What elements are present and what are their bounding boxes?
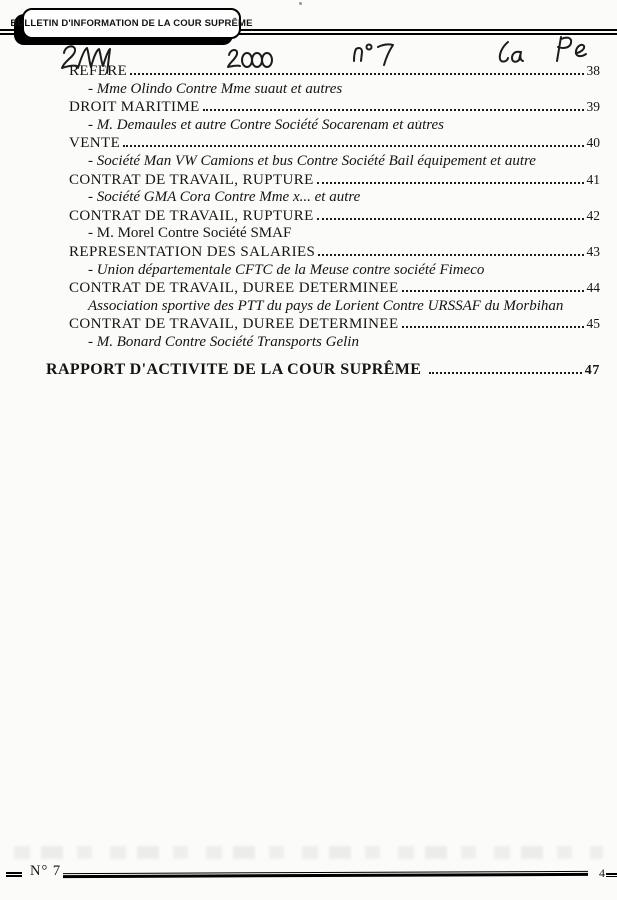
toc-report-row — [46, 361, 600, 380]
dot-leader — [402, 326, 584, 328]
toc-entry-title: CONTRAT DE TRAVAIL, DUREE DETERMINEE — [69, 316, 399, 333]
toc-entry-page: 39 — [586, 99, 600, 115]
footer-right-rule — [606, 873, 617, 877]
handwritten-numero-7 — [348, 38, 394, 66]
toc-entry-title: REPRESENTATION DES SALARIES — [69, 243, 316, 260]
toc-entry-page: 38 — [586, 63, 600, 78]
toc-entry-title-row — [69, 207, 600, 226]
handwritten-la — [495, 40, 525, 64]
toc-case-row: - Société GMA Cora Contre Mme x... et autre — [88, 189, 361, 206]
dot-leader — [130, 73, 583, 75]
toc-entry-page: 45 — [586, 316, 600, 332]
toc-entry-title-row — [69, 279, 600, 298]
toc-entry-page: 43 — [586, 243, 600, 259]
report-page: 47 — [584, 362, 600, 378]
toc-case-row: - Société Man VW Camions et bus Contre Société Bail équipement et autre — [88, 152, 536, 169]
dot-leader — [203, 109, 584, 111]
page-footer — [0, 862, 617, 888]
toc-entry-title: CONTRAT DE TRAVAIL, RUPTURE — [69, 171, 314, 188]
scan-speck — [299, 2, 302, 5]
dot-leader — [317, 182, 584, 184]
bulletin-banner-label: BULLETIN D'INFORMATION DE LA COUR SUPRÊME — [10, 18, 253, 29]
report-title: RAPPORT D'ACTIVITE DE LA COUR SUPRÊME — [46, 360, 422, 378]
toc-entry-title-row — [69, 134, 600, 153]
toc-entry-title-row — [69, 315, 600, 334]
dot-leader — [317, 218, 584, 220]
issue-number: N° 7 — [30, 863, 62, 879]
page-number: 4 — [599, 866, 605, 880]
toc-entry-page: 44 — [586, 280, 600, 296]
bulletin-banner — [10, 8, 253, 39]
dot-leader — [402, 290, 584, 292]
handwritten-scribble-2111 — [56, 41, 112, 75]
toc-entry-title-row — [69, 62, 600, 81]
toc-entry-page: 41 — [586, 171, 600, 187]
toc-entry-title: VENTE — [69, 135, 121, 152]
toc-entry-page: 42 — [586, 207, 600, 223]
footer-left-rule — [6, 872, 22, 877]
toc-case-row: - M. Bonard Contre Société Transports Gelin — [88, 333, 359, 350]
table-of-contents — [46, 62, 600, 379]
scan-speck — [418, 120, 420, 122]
toc-entry-title: REFERE — [69, 63, 128, 79]
toc-case-row: - Union départementale CFTC de la Meuse contre société Fimeco — [88, 261, 485, 278]
dot-leader — [123, 145, 583, 147]
footer-double-rule — [63, 871, 588, 878]
toc-case-row: - Mme Olindo Contre Mme suaut et autres — [88, 80, 343, 97]
handwritten-year-2000 — [224, 46, 274, 72]
toc-entry-title-row — [69, 171, 600, 190]
toc-entry-title-row — [69, 243, 600, 262]
toc-case-row: Association sportive des PTT du pays de Lorient Contre URSSAF du Morbihan — [88, 297, 564, 314]
toc-entry-title: CONTRAT DE TRAVAIL, RUPTURE — [69, 207, 314, 224]
bleed-through-noise — [14, 846, 603, 859]
dot-leader — [318, 254, 583, 256]
toc-entry-title: CONTRAT DE TRAVAIL, DUREE DETERMINEE — [69, 280, 399, 297]
dot-leader — [429, 372, 581, 374]
toc-entry-title-row — [69, 98, 600, 117]
handwritten-pe — [552, 34, 590, 62]
toc-entry-page: 40 — [586, 135, 600, 151]
toc-case-row: - M. Morel Contre Société SMAF — [88, 225, 292, 242]
toc-entry-title: DROIT MARITIME — [69, 99, 200, 116]
toc-case-row: - M. Demaules et autre Contre Société Socarenam et autres — [88, 116, 445, 133]
